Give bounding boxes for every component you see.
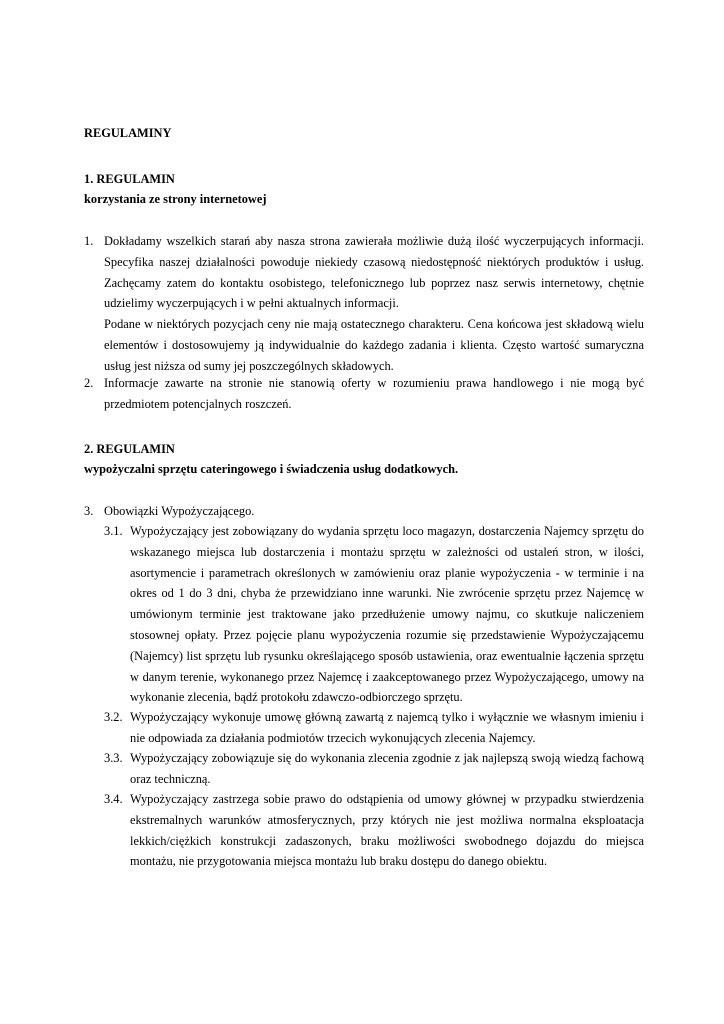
subitem-number: 3.1. [104, 524, 123, 538]
subitem-3-4 [104, 789, 644, 872]
subitem-number: 3.4. [104, 792, 123, 806]
subitem-text: Wypożyczający jest zobowiązany do wydania sprzętu loco magazyn, dostarczenia Najemcy sprzętu do wskazanego miejsca lub dostarczenia i montażu sprzętu w zależności od ustaleń stron, w ilości, asortymencie i parametrach określonych w zamówieniu oraz planie wypożyczenia - w terminie i na okres od 1 do 3 dni, chyba że przewidziano inne warunki. Nie zwrócenie sprzętu przez Najemcę w umówionym terminie jest traktowane jako przedłużenie umowy najmu, co skutkuje naliczeniem stosownej opłaty. Przez pojęcie planu wypożyczenia rozumie się przedstawienie Wypożyczającemu (Najemcy) list sprzętu lub rysunku określającego sposób ustawienia, oraz ewentualnie łączenia sprzętu w danym terenie, wykonanego przez Najemcę i zaakceptowanego przez Wypożyczającego, umowy na wykonanie zlecenia, bądź protokołu zdawczo-odbiorczego sprzętu. [130, 524, 644, 705]
section1-item-1 [84, 231, 644, 377]
document-title: REGULAMINY [84, 126, 172, 140]
subitem-3-1 [104, 521, 644, 708]
item-continuation: Podane w niektórych pozycjach ceny nie mają ostatecznego charakteru. Cena końcowa jest składową wielu elementów i dostosowujemy ją indywidualnie do każdego zadania i klienta. Często wartość sumaryczna usług jest niższa od sumy jej poszczególnych składowych. [104, 317, 644, 373]
item-text: Dokładamy wszelkich starań aby nasza strona zawierała możliwie dużą ilość wyczerpujących informacji. Specyfika naszej działalności powoduje niekiedy czasową niedostępność niektórych produktów i usług. Zachęcamy zatem do kontaktu osobistego, telefonicznego lub poprzez nasz serwis internetowy, chętnie udzielimy wyczerpujących i w pełni aktualnych informacji. [104, 234, 644, 311]
subitem-text: Wypożyczający wykonuje umowę główną zawartą z najemcą tylko i wyłącznie we własnym imieniu i nie odpowiada za działania podmiotów trzecich wykonujących zlecenia Najemcy. [130, 710, 644, 745]
subitem-3-2 [104, 707, 644, 749]
item-number: 2. [84, 376, 94, 390]
section1-heading: 1. REGULAMIN [84, 172, 175, 186]
item-text: Obowiązki Wypożyczającego. [104, 504, 255, 518]
item-text: Informacje zawarte na stronie nie stanowią oferty w rozumieniu prawa handlowego i nie mogą być przedmiotem potencjalnych roszczeń. [104, 376, 644, 411]
item-number: 1. [84, 234, 94, 248]
section1-item-2 [84, 373, 644, 415]
item-number: 3. [84, 504, 94, 518]
subitem-text: Wypożyczający zobowiązuje się do wykonania zlecenia zgodnie z jak najlepszą swoją wiedzą fachową oraz techniczną. [130, 751, 644, 786]
section2-heading: 2. REGULAMIN [84, 442, 175, 456]
subitem-3-3 [104, 748, 644, 790]
section2-item-3 [84, 501, 644, 522]
subitem-text: Wypożyczający zastrzega sobie prawo do odstąpienia od umowy głównej w przypadku stwierdzenia ekstremalnych warunków atmosferycznych, przy których nie jest możliwa normalna eksploatacja lekkich/ciężkich konstrukcji zadaszonych, braku możliwości swobodnego dojazdu do miejsca montażu, nie przygotowania miejsca montażu lub braku dostępu do danego obiektu. [130, 792, 644, 869]
section2-subheading: wypożyczalni sprzętu cateringowego i świadczenia usług dodatkowych. [84, 462, 459, 476]
subitem-number: 3.3. [104, 751, 123, 765]
subitem-number: 3.2. [104, 710, 123, 724]
section1-subheading: korzystania ze strony internetowej [84, 192, 267, 206]
